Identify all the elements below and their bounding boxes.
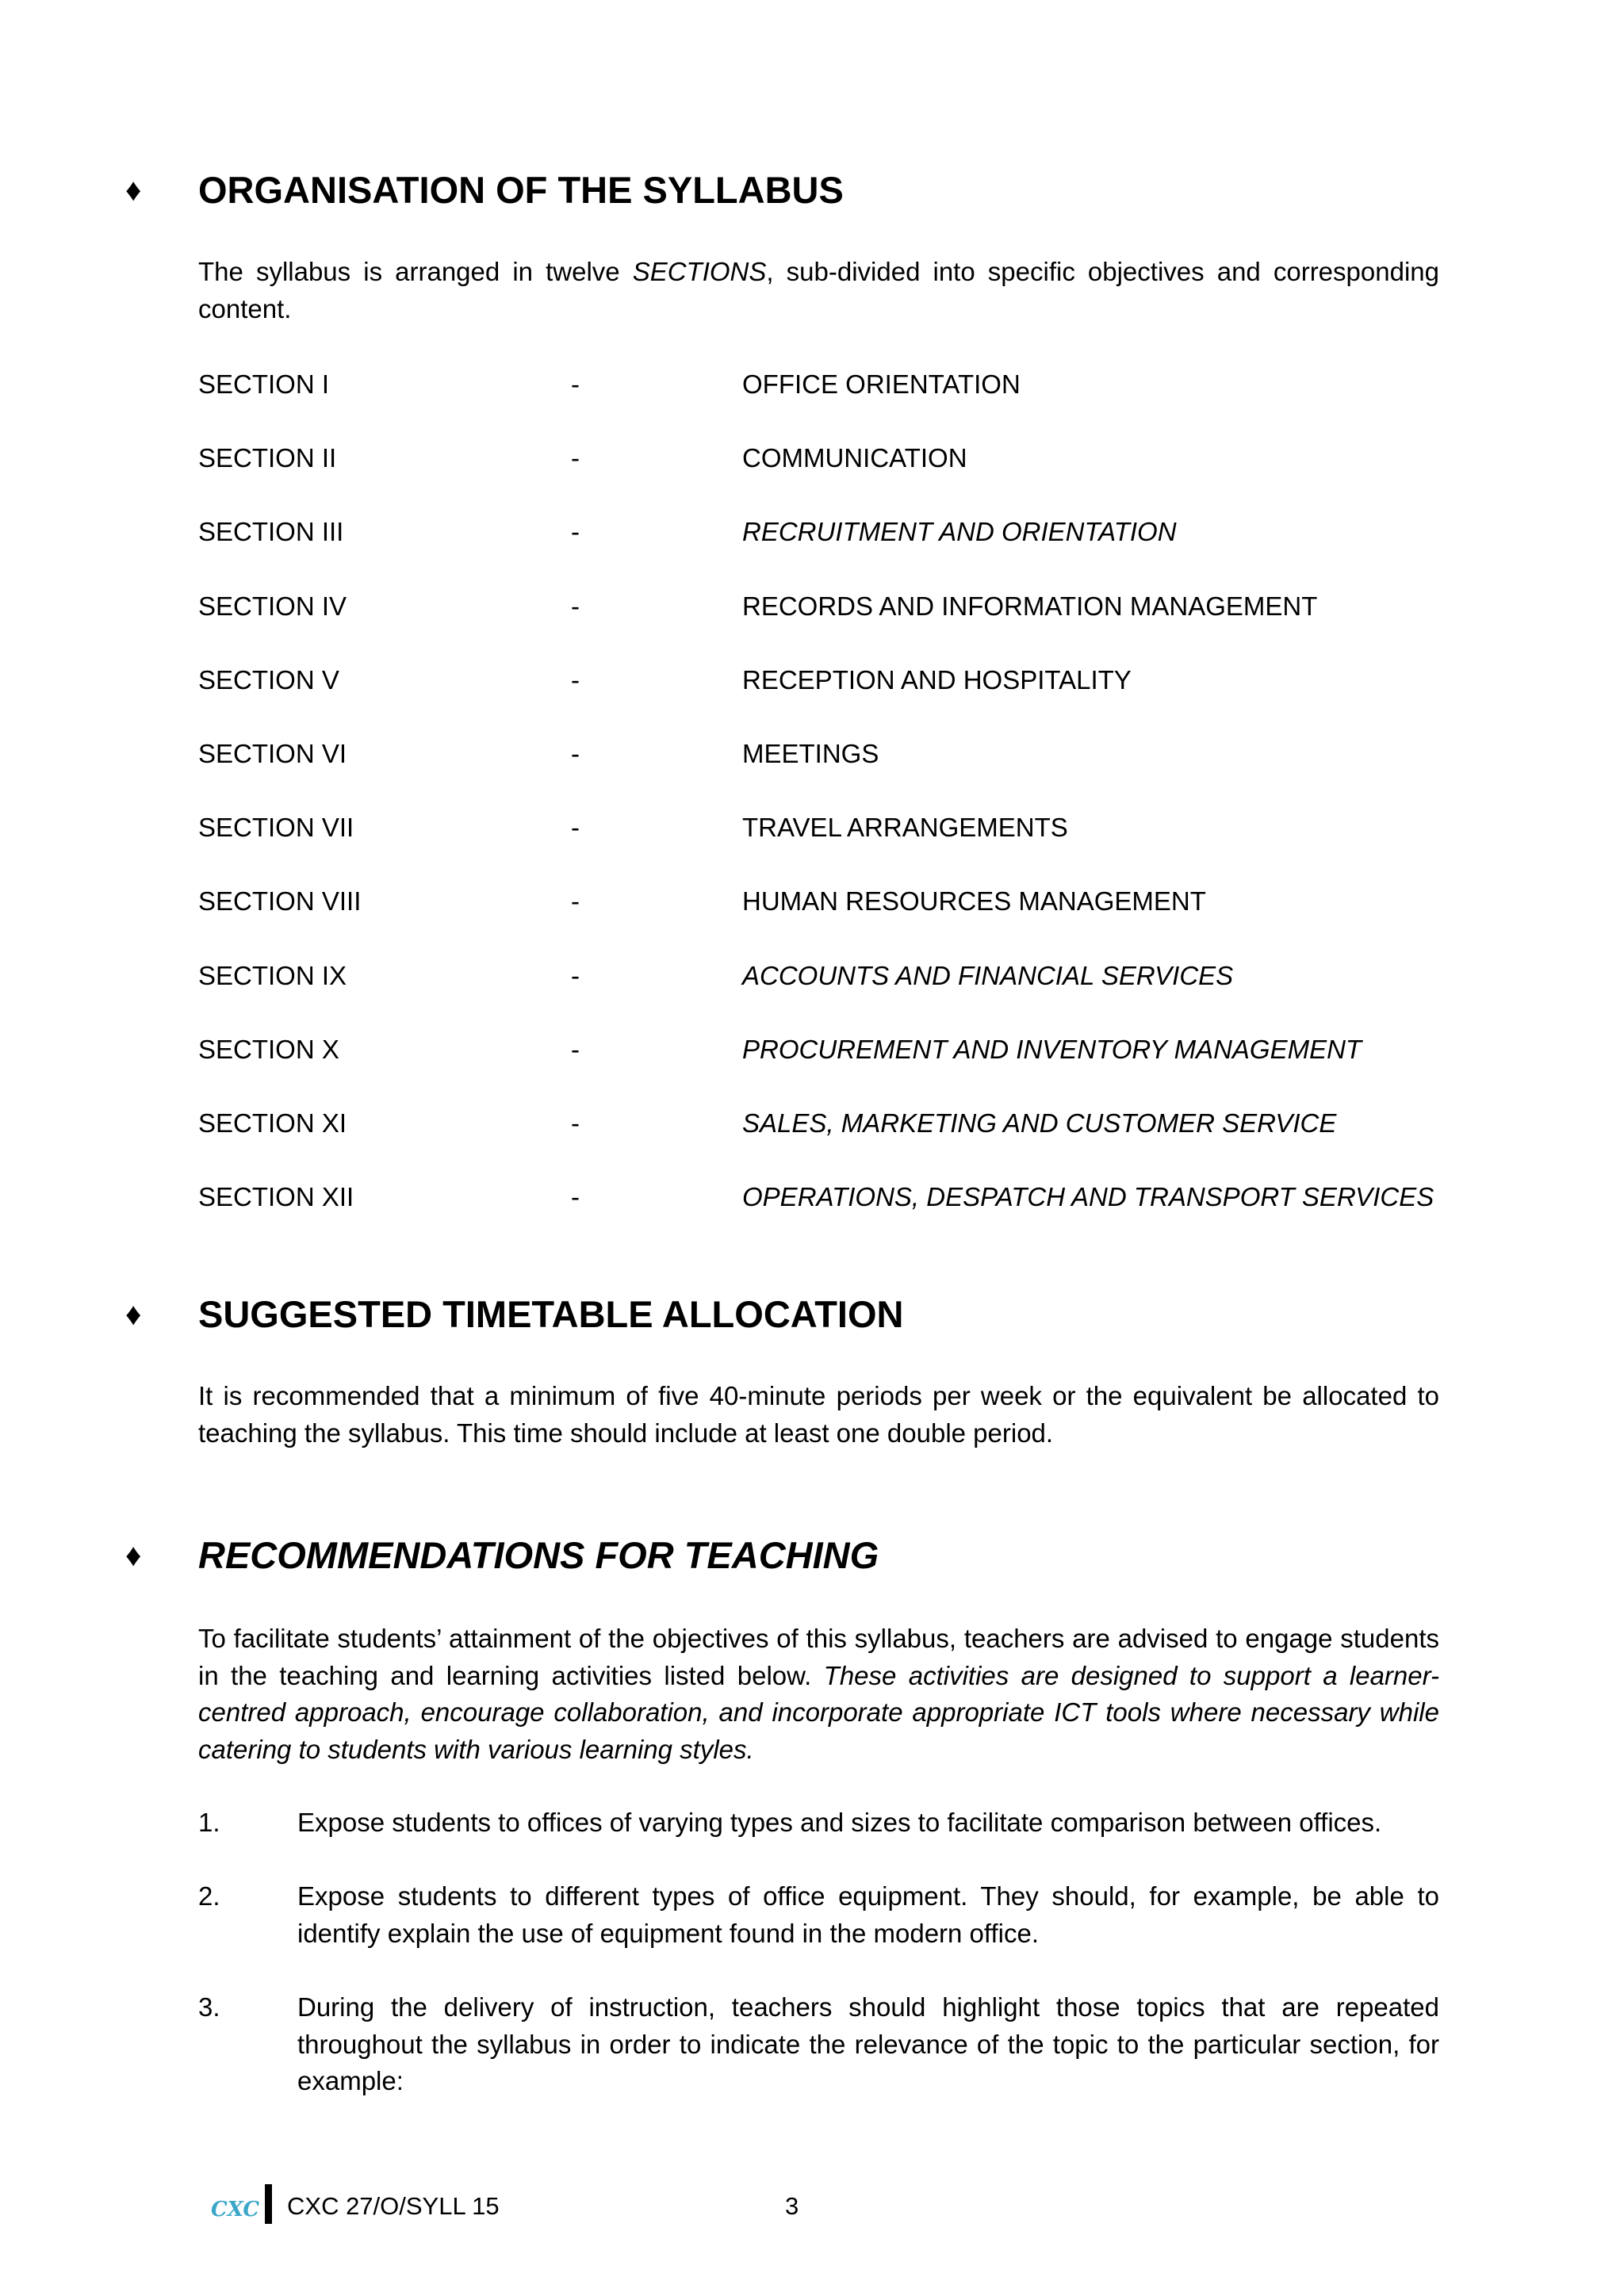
teaching-intro-italic: These activities are designed to support a learner-centred approach, encourage collaboration, and incorporate appropriate ICT tools where necessary while catering to students with various learning styles. [198,1660,1440,1764]
cxc-logo-text: CXC [211,2198,260,2221]
intro-text: The syllabus is arranged in twelve [198,257,633,286]
list-item-number: 3. [198,1992,220,2022]
section-dash: - [571,664,580,695]
teaching-intro-text: To facilitate students’ attainment of the objectives of this syllabus, teachers are advised to engage students in the teaching and learning activities listed below. [198,1624,1439,1690]
organisation-intro [198,254,1439,327]
section-label: SECTION II [198,443,337,473]
section-label: SECTION VII [198,813,354,843]
section-title: OPERATIONS, DESPATCH AND TRANSPORT SERVICES [742,1182,1434,1212]
intro-text-end: , sub-divided into specific objectives and corresponding content. [198,257,1439,323]
list-item-text: Expose students to different types of office equipment. They should, for example, be able to identify explain the use of equipment found in the modern office. [297,1881,1439,1948]
footer-divider [265,2184,272,2224]
section-dash: - [571,369,580,399]
section-dash: - [571,1108,580,1138]
section-row [198,1031,1467,1068]
section-dash: - [571,443,580,473]
section-row [198,1105,1467,1142]
heading-organisation: ORGANISATION OF THE SYLLABUS [198,169,844,211]
heading-timetable: SUGGESTED TIMETABLE ALLOCATION [198,1293,904,1335]
section-label: SECTION IV [198,591,347,621]
teaching-intro [198,1621,1439,1768]
section-row [198,662,1467,698]
section-label: SECTION I [198,369,330,399]
section-dash: - [571,1034,580,1064]
list-item-text: Expose students to offices of varying types and sizes to facilitate comparison between offices. [297,1808,1382,1837]
section-row [198,809,1467,846]
intro-italic-term: SECTIONS [632,257,767,286]
section-title: OFFICE ORIENTATION [742,369,1021,399]
timetable-text: It is recommended that a minimum of five 40-minute periods per week or the equivalent be allocated to teaching the syllabus. This time should include at least one double period. [198,1381,1439,1448]
list-item-number: 1. [198,1808,220,1837]
section-dash: - [571,813,580,843]
section-label: SECTION XI [198,1108,347,1138]
heading-teaching: RECOMMENDATIONS FOR TEACHING [198,1534,879,1576]
section-row [198,514,1467,550]
section-label: SECTION VIII [198,886,362,916]
section-title: MEETINGS [742,739,879,768]
section-row [198,366,1467,403]
page-footer [208,2184,842,2232]
section-row [198,883,1467,920]
cxc-logo-icon [208,2187,263,2227]
section-title: TRAVEL ARRANGEMENTS [742,813,1068,843]
list-item-text: During the delivery of instruction, teachers should highlight those topics that are repeated throughout the syllabus in order to indicate the relevance of the topic to the particular section, for example: [297,1992,1439,2095]
syllabus-code: CXC 27/O/SYLL 15 [287,2192,500,2220]
diamond-bullet-icon: ♦ [125,173,142,208]
page-number: 3 [785,2192,799,2220]
section-dash: - [571,739,580,768]
list-item [198,1878,1439,1952]
section-title: HUMAN RESOURCES MANAGEMENT [742,886,1206,916]
section-dash: - [571,517,580,547]
section-row [198,958,1467,994]
section-row [198,588,1467,625]
section-title: RECRUITMENT AND ORIENTATION [742,517,1177,547]
list-item [198,1989,1439,2100]
section-label: SECTION V [198,664,339,695]
section-label: SECTION X [198,1034,339,1064]
section-dash: - [571,1182,580,1212]
section-label: SECTION III [198,517,344,547]
section-title: RECORDS AND INFORMATION MANAGEMENT [742,591,1318,621]
diamond-bullet-icon: ♦ [125,1538,142,1573]
section-title: COMMUNICATION [742,443,967,473]
section-dash: - [571,591,580,621]
diamond-bullet-icon: ♦ [125,1297,142,1332]
section-row [198,440,1467,476]
section-label: SECTION IX [198,960,347,990]
section-row [198,1179,1467,1215]
section-title: SALES, MARKETING AND CUSTOMER SERVICE [742,1108,1337,1138]
section-label: SECTION XII [198,1182,354,1212]
section-row [198,736,1467,772]
list-item-number: 2. [198,1881,220,1911]
list-item [198,1804,1439,1842]
section-title: PROCUREMENT AND INVENTORY MANAGEMENT [742,1034,1362,1064]
section-dash: - [571,886,580,916]
section-title: RECEPTION AND HOSPITALITY [742,664,1132,695]
section-dash: - [571,960,580,990]
section-label: SECTION VI [198,739,347,768]
section-title: ACCOUNTS AND FINANCIAL SERVICES [742,960,1234,990]
